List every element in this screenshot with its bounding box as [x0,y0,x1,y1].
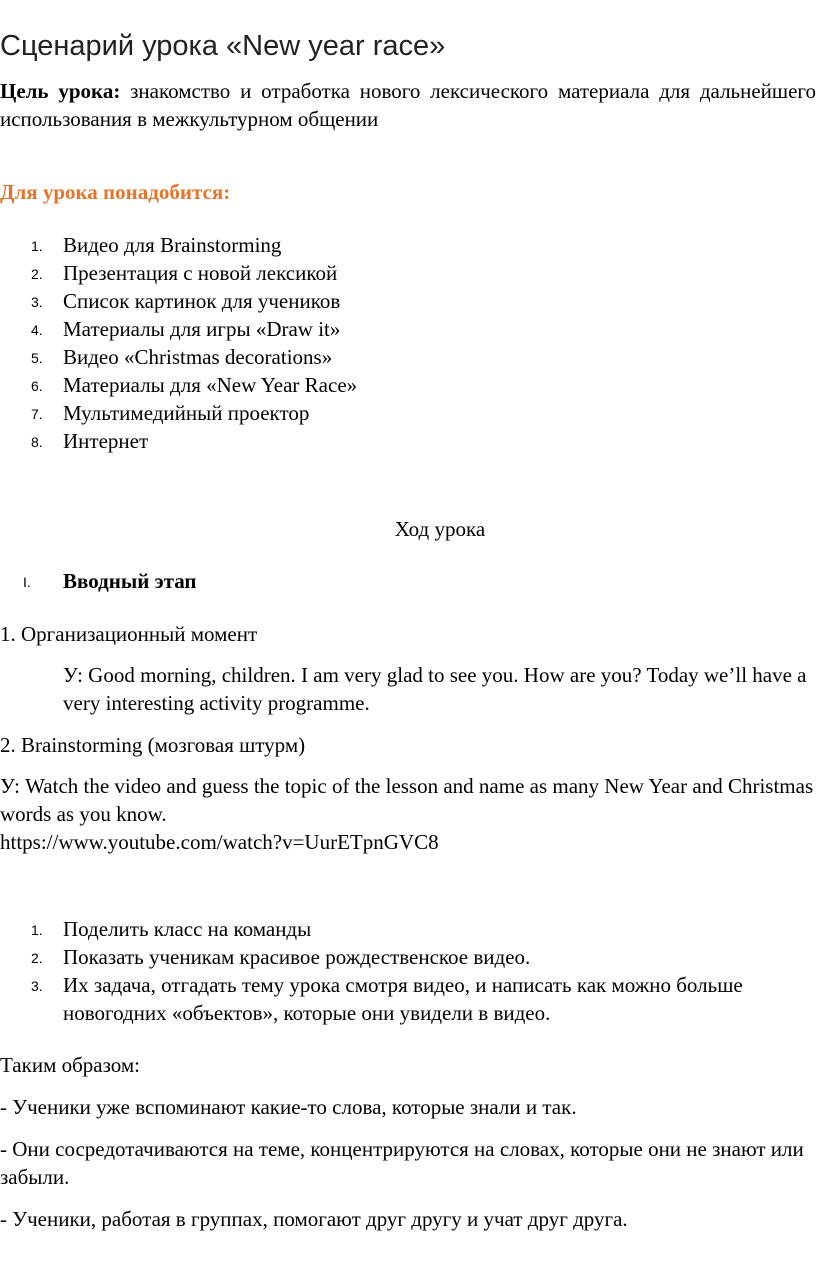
list-number: 8. [31,434,43,450]
stage-title: Вводный этап [63,569,197,593]
list-item [0,371,357,399]
teacher-greeting: У: Good morning, children. I am very glad to see you. How are you? Today we’ll have a very interesting activity programme. [63,663,807,715]
list-item [0,231,357,259]
list-item-text: Материалы для игры «Draw it» [63,317,341,341]
brainstorming-heading: 2. Brainstorming (мозговая штурм) [0,733,306,757]
list-number: 2. [31,950,43,966]
list-number: 7. [31,406,43,422]
summary-point: - Ученики, работая в группах, помогают друг другу и учат друг друга. [0,1207,628,1231]
list-item [0,399,357,427]
list-item-text: Презентация с новой лексикой [63,261,338,285]
lesson-goal-text: знакомство и отработка нового лексического материала для дальнейшего использования в межкультурном общении [0,79,816,131]
list-item [0,427,357,455]
steps-list [0,915,783,1027]
list-item [0,287,357,315]
list-item-text: Материалы для «New Year Race» [63,373,358,397]
list-number: 6. [31,378,43,394]
list-number: 2. [31,266,43,282]
summary-heading: Таким образом: [0,1053,141,1077]
document-title: Сценарий урока «New year race» [0,30,446,62]
lesson-goal [0,77,816,133]
stage-numeral: I. [23,574,31,590]
list-item-text: Видео «Christmas decorations» [63,345,333,369]
materials-list [0,231,357,455]
list-item [0,915,783,943]
list-item-text: Видео для Brainstorming [63,233,282,257]
lesson-progress-heading: Ход урока [394,517,486,541]
summary-point: - Ученики уже вспоминают какие-то слова, которые знали и так. [0,1095,577,1119]
summary-point: - Они сосредотачиваются на теме, концентрируются на словах, которые они не знают или забыли. [0,1137,804,1189]
list-item [0,943,783,971]
list-number: 3. [31,978,43,994]
list-number: 5. [31,350,43,366]
list-number: 1. [31,922,43,938]
video-link: https://www.youtube.com/watch?v=UurETpnGVC8 [0,830,439,854]
list-item-text: Их задача, отгадать тему урока смотря видео, и написать как можно больше новогодних «объектов», которые они увидели в видео. [63,973,743,1025]
list-item-text: Поделить класс на команды [63,917,312,941]
materials-heading: Для урока понадобится: [0,180,231,204]
list-number: 4. [31,322,43,338]
teacher-task: У: Watch the video and guess the topic of the lesson and name as many New Year and Christmas words as you know. [0,774,814,826]
lesson-goal-label: Цель урока: [0,79,121,103]
org-moment-heading: 1. Организационный момент [0,622,258,646]
list-item [0,259,357,287]
list-item-text: Показать ученикам красивое рождественское видео. [63,945,531,969]
list-item-text: Список картинок для учеников [63,289,341,313]
list-item [0,315,357,343]
list-number: 3. [31,294,43,310]
list-item-text: Мультимедийный проектор [63,401,310,425]
list-item [0,343,357,371]
list-number: 1. [31,238,43,254]
list-item-text: Интернет [63,429,149,453]
list-item [0,971,783,1027]
